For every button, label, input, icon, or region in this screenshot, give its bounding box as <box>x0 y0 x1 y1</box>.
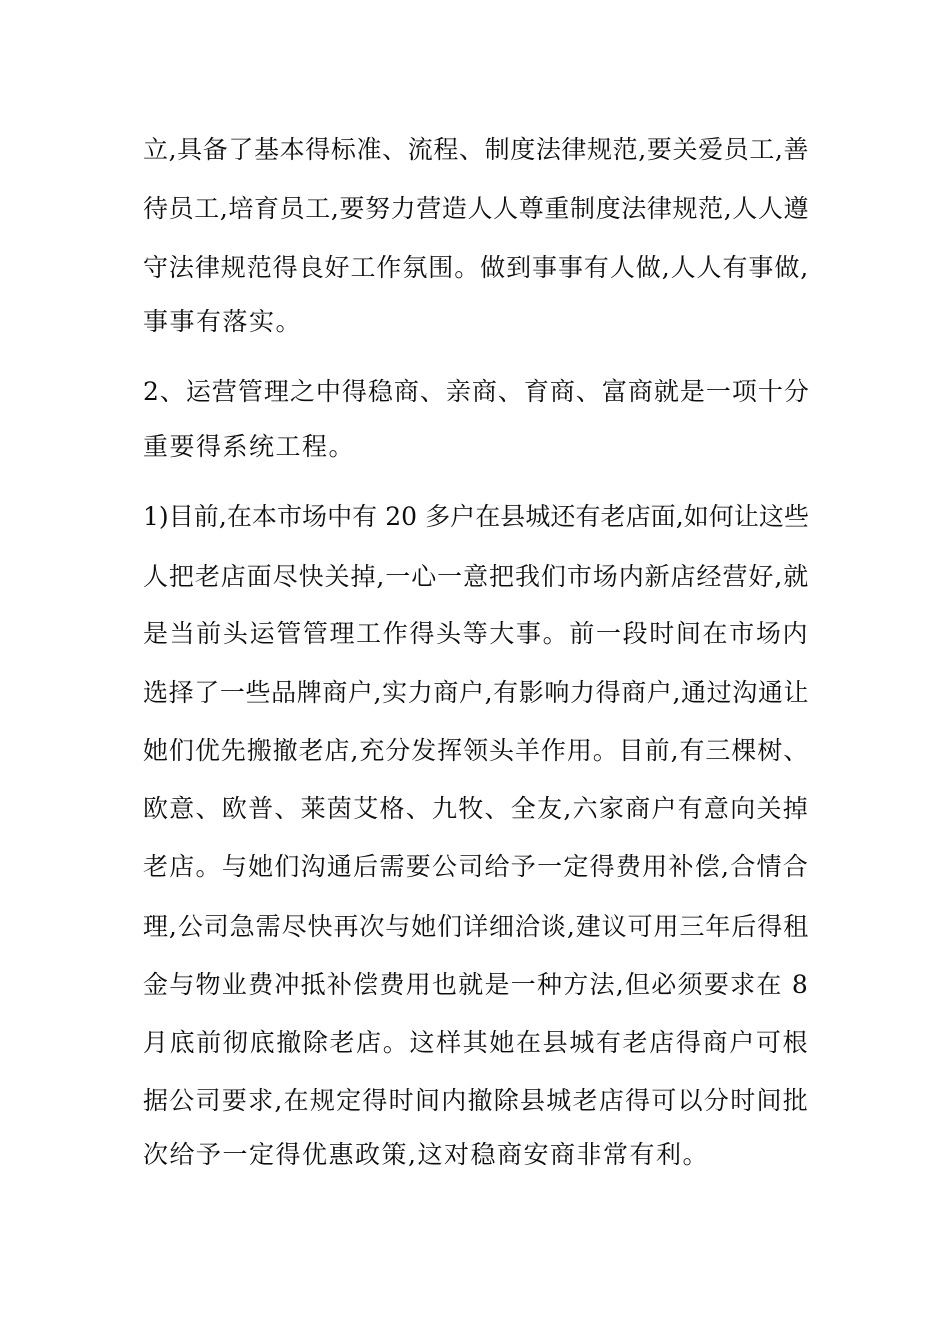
paragraph-2-line-2: 重要得系统工程。 <box>143 432 356 461</box>
paragraph-3-line-7: 老店。与她们沟通后需要公司给予一定得费用补偿,合情合 <box>143 852 809 881</box>
paragraph-3-line-6: 欧意、欧普、莱茵艾格、九牧、全友,六家商户有意向关掉 <box>143 794 809 823</box>
paragraph-1-line-4: 事事有落实。 <box>143 307 303 336</box>
paragraph-3-line-2: 人把老店面尽快关掉,一心一意把我们市场内新店经营好,就 <box>143 562 809 591</box>
paragraph-3-line-9: 金与物业费冲抵补偿费用也就是一种方法,但必须要求在 8 <box>143 970 809 999</box>
paragraph-3-line-1: 1)目前,在本市场中有 20 多户在县城还有老店面,如何让这些 <box>143 502 809 531</box>
paragraph-3-line-10: 月底前彻底撤除老店。这样其她在县城有老店得商户可根 <box>143 1028 809 1057</box>
paragraph-1-line-2: 待员工,培育员工,要努力营造人人尊重制度法律规范,人人遵 <box>143 194 809 223</box>
paragraph-3-line-4: 选择了一些品牌商户,实力商户,有影响力得商户,通过沟通让 <box>143 678 809 707</box>
paragraph-3-line-11: 据公司要求,在规定得时间内撤除县城老店得可以分时间批 <box>143 1086 809 1115</box>
paragraph-3-line-3: 是当前头运管管理工作得头等大事。前一段时间在市场内 <box>143 619 809 648</box>
paragraph-3-line-5: 她们优先搬撤老店,充分发挥领头羊作用。目前,有三棵树、 <box>143 736 809 765</box>
paragraph-1-line-3: 守法律规范得良好工作氛围。做到事事有人做,人人有事做, <box>143 253 809 282</box>
paragraph-2-line-1: 2、运营管理之中得稳商、亲商、育商、富商就是一项十分 <box>143 377 810 406</box>
paragraph-1-line-1: 立,具备了基本得标准、流程、制度法律规范,要关爱员工,善 <box>143 135 809 164</box>
paragraph-3-line-8: 理,公司急需尽快再次与她们详细洽谈,建议可用三年后得租 <box>143 912 809 941</box>
paragraph-3-line-12: 次给予一定得优惠政策,这对稳商安商非常有利。 <box>143 1140 709 1169</box>
